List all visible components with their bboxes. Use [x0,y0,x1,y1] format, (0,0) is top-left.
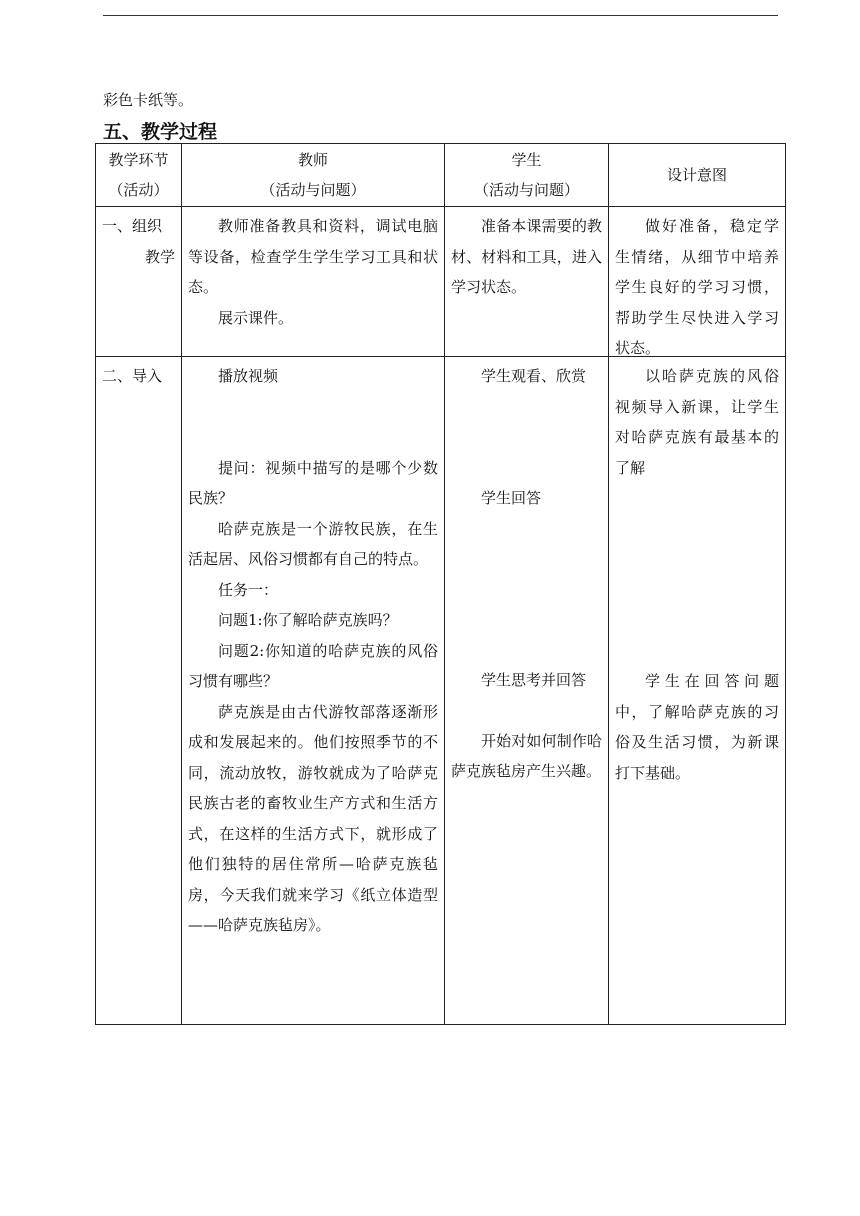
header-intent-label: 设计意图 [666,166,727,184]
header-stage-line1: 教学环节 [108,151,169,169]
row2-stage-label: 二、导入 [102,367,163,385]
row2-student-spacer-1 [451,392,602,483]
row2-student [444,356,609,1025]
row1-student [444,206,609,357]
header-intent [608,143,786,207]
intro-text: 彩色卡纸等。 [103,91,194,109]
row2-intent-answer: 学生在回答问题中，了解哈萨克族的习俗及生活习惯，为新课打下基础。 [615,672,779,782]
row1-stage-line1: 一、组织 [102,217,163,235]
row1-intent-text: 做好准备，稳定学生情绪，从细节中培养学生良好的学习习惯，帮助学生尽快进入学习状态。 [615,217,779,357]
row1-teacher-para2: 展示课件。 [218,308,294,327]
row2-teacher-kazakh-intro: 哈萨克族是一个游牧民族，在生活起居、风俗习惯都有自己的特点。 [188,519,438,568]
row2-stage [95,356,182,1025]
header-stage [95,143,182,207]
row1-stage [95,206,182,357]
header-teacher-line1: 教师 [297,151,328,169]
section-heading: 五、教学过程 [103,121,218,143]
row2-student-think: 学生思考并回答 [481,671,587,689]
row2-teacher-question-1: 问题1:你了解哈萨克族吗？ [218,611,398,629]
header-student [444,143,609,207]
row2-student-answer: 学生回答 [481,488,542,507]
row2-student-spacer-2 [451,513,602,665]
row2-teacher-play-video: 播放视频 [218,367,279,385]
header-student-line1: 学生 [511,151,542,169]
row2-student-watch: 学生观看、欣赏 [481,367,587,385]
row1-stage-line2: 教学 [144,247,175,266]
row2-teacher [181,356,445,1025]
row2-teacher-spacer [188,392,438,453]
row2-teacher-question-2: 问题2:你知道的哈萨克族的风俗习惯有哪些？ [188,641,438,690]
row2-intent [608,356,786,1025]
header-teacher-line2: （活动与问题） [260,181,366,199]
row1-intent [608,206,786,357]
header-teacher [181,143,445,207]
row2-intent-spacer [615,483,779,666]
row2-intent-video: 以哈萨克族的风俗视频导入新课，让学生对哈萨克族有最基本的了解 [615,367,779,477]
row1-teacher [181,206,445,357]
row1-teacher-para1: 教师准备教具和资料，调试电脑等设备，检查学生学生学习工具和状态。 [188,217,438,296]
row2-student-spacer-3 [451,696,602,726]
row2-teacher-task-one: 任务一： [218,580,279,599]
row1-student-text: 准备本课需要的教材、材料和工具，进入学习状态。 [451,217,602,296]
header-student-line2: （活动与问题） [473,181,579,199]
row2-teacher-summary: 萨克族是由古代游牧部落逐渐形成和发展起来的。他们按照季节的不同，流动放牧，游牧就成为了哈萨克民族古老的畜牧业生产方式和生活方式，在这样的生活方式下，就形成了他们独特的居住常所—哈萨克族毡房，今天我们就来学习《纸立体造型——哈萨克族毡房》。 [188,702,438,934]
header-rule [103,15,778,16]
header-stage-line2: （活动） [108,181,169,199]
row2-teacher-question: 提问：视频中描写的是哪个少数民族？ [188,458,438,507]
row2-student-interest: 开始对如何制作哈萨克族毡房产生兴趣。 [451,731,602,780]
